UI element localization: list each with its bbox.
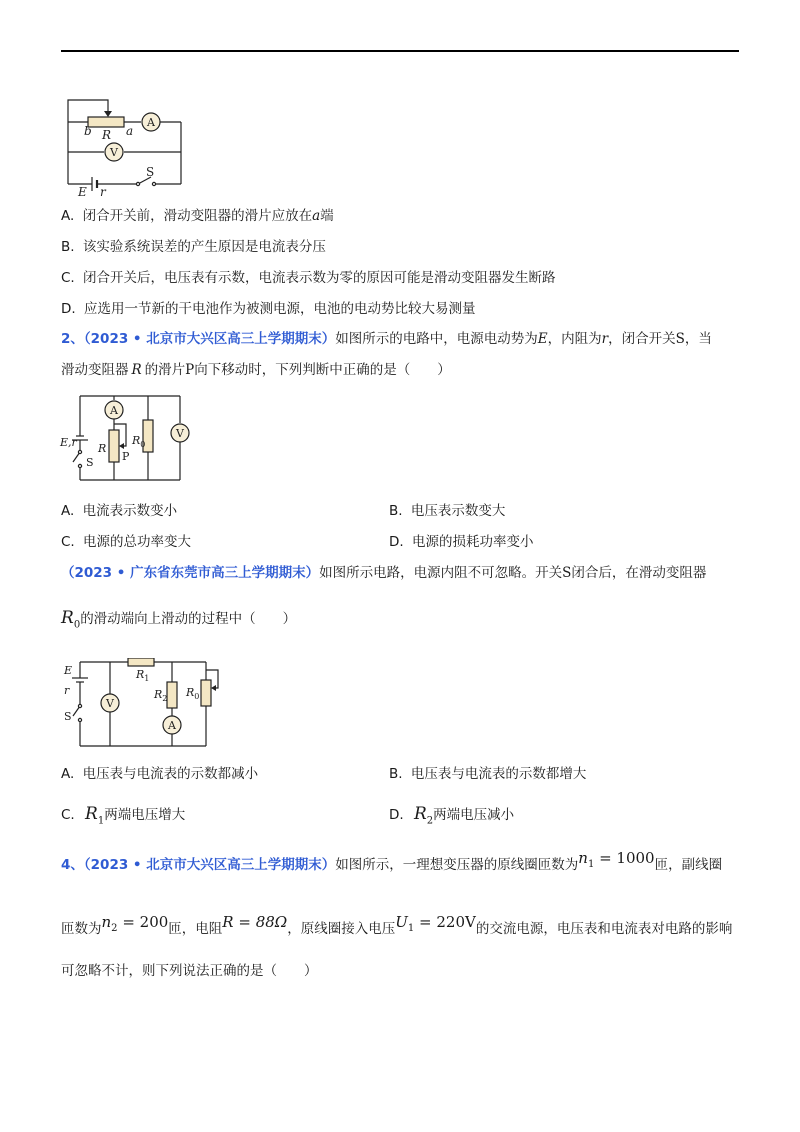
q2-stem-line2 bbox=[61, 360, 451, 380]
fig1-label-b: b bbox=[84, 124, 92, 138]
fig1-voltmeter-V: V bbox=[110, 146, 118, 159]
question-source: （2023 • 广东省东莞市高三上学期期末） bbox=[61, 565, 320, 581]
option-text: 应选用一节新的干电池作为被测电源，电池的电动势比较大易测量 bbox=[83, 301, 476, 317]
q2-stem-line1 bbox=[61, 329, 712, 349]
option-letter: D. bbox=[61, 301, 76, 317]
circuit-figure-2 bbox=[58, 390, 198, 490]
stem-text: 滑动变阻器 bbox=[61, 362, 129, 378]
q1-option-d bbox=[61, 299, 475, 319]
fig2-label-R: R bbox=[98, 442, 107, 455]
fig1-label-E: E bbox=[78, 185, 87, 198]
option-tail: 端 bbox=[320, 208, 334, 224]
option-text: 该实验系统误差的产生原因是电流表分压 bbox=[82, 239, 326, 255]
fig1-ammeter-A: A bbox=[147, 116, 155, 129]
var-R0: $R_0$ bbox=[61, 608, 81, 631]
option-letter: D. bbox=[389, 534, 404, 550]
circuit-figure-1 bbox=[58, 92, 193, 198]
option-text: 电压表与电流表的示数都减小 bbox=[82, 766, 259, 782]
option-text: 两端电压增大 bbox=[104, 807, 186, 823]
stem-text: 如图所示，一理想变压器的原线圈匝数为 bbox=[335, 857, 579, 873]
fig3-label-S: S bbox=[64, 710, 72, 723]
option-letter: A. bbox=[61, 503, 75, 519]
fig2-label-S: S bbox=[86, 456, 94, 469]
option-text: 电压表示数变大 bbox=[410, 503, 506, 519]
option-letter: D. bbox=[389, 807, 404, 823]
q2-option-b bbox=[389, 501, 505, 521]
stem-text: ，内阻为 bbox=[547, 331, 602, 347]
fig3-voltmeter-V: V bbox=[106, 697, 114, 710]
q4-stem-line1 bbox=[61, 849, 723, 881]
fig2-label-P: P bbox=[122, 450, 130, 463]
option-text: 电压表与电流表的示数都增大 bbox=[410, 766, 587, 782]
fig3-label-r: r bbox=[64, 684, 70, 697]
var-S: S bbox=[562, 565, 572, 581]
q3-option-a bbox=[61, 764, 258, 784]
fig1-label-S: S bbox=[146, 165, 155, 179]
q1-option-a bbox=[61, 206, 334, 226]
stem-text: 匝数为 bbox=[61, 921, 102, 937]
q2-option-d bbox=[389, 532, 533, 552]
stem-text: 如图所示电路，电源内阻不可忽略。开关 bbox=[319, 565, 563, 581]
q3-stem-line2 bbox=[61, 608, 296, 635]
fig1-label-a: a bbox=[126, 124, 134, 138]
var-R: R bbox=[131, 362, 142, 378]
circuit-figure-3 bbox=[58, 658, 223, 753]
fig2-label-Er: E,r bbox=[60, 436, 77, 449]
n1-expression: $n_1 = 1000$ bbox=[578, 849, 655, 870]
option-letter: C. bbox=[61, 534, 75, 550]
option-text: 电源的总功率变大 bbox=[83, 534, 192, 550]
stem-text: 的滑片 bbox=[144, 362, 186, 378]
option-text: 闭合开关后，电压表有示数，电流表示数为零的原因可能是滑动变阻器发生断路 bbox=[83, 270, 556, 286]
question-source: （2023 • 北京市大兴区高三上学期期末） bbox=[83, 331, 336, 347]
option-letter: C. bbox=[61, 270, 75, 286]
option-text: 电源的损耗功率变小 bbox=[411, 534, 534, 550]
option-text: 闭合开关前，滑动变阻器的滑片应放在 bbox=[82, 208, 313, 224]
option-symbol: $R_2$ bbox=[413, 804, 434, 827]
option-text: 两端电压减小 bbox=[433, 807, 515, 823]
var-P: P bbox=[185, 362, 195, 378]
option-letter: A. bbox=[61, 208, 75, 224]
fig3-label-E: E bbox=[64, 664, 73, 677]
stem-text: 可忽略不计，则下列说法正确的是（ ） bbox=[61, 963, 318, 979]
stem-text: 的交流电源，电压表和电流表对电路的影响 bbox=[475, 921, 733, 937]
fig3-ammeter-A: A bbox=[168, 719, 176, 732]
stem-text: 向下移动时，下列判断中正确的是（ ） bbox=[194, 362, 451, 378]
option-symbol: $R_1$ bbox=[85, 804, 105, 827]
question-number: 2、 bbox=[61, 331, 84, 347]
stem-text: 闭合后，在滑动变阻器 bbox=[571, 565, 707, 581]
option-letter: B. bbox=[61, 239, 75, 255]
U1-expression: $U_1 = 220V$ bbox=[395, 913, 476, 934]
option-text: 电流表示数变小 bbox=[82, 503, 178, 519]
option-letter: C. bbox=[61, 807, 75, 823]
stem-text: 匝，电阻 bbox=[168, 921, 223, 937]
R-expression: R = 88Ω bbox=[222, 913, 288, 931]
fig1-label-r: r bbox=[100, 185, 106, 198]
fig2-label-R0: $R_0$ bbox=[132, 434, 146, 449]
var-r: r bbox=[601, 331, 609, 347]
fig3-label-R0: $R_0$ bbox=[186, 686, 200, 701]
q3-option-b bbox=[389, 764, 586, 784]
q3-option-c bbox=[61, 804, 185, 831]
fig2-voltmeter-V: V bbox=[176, 427, 184, 440]
q2-option-c bbox=[61, 532, 191, 552]
question-source: （2023 • 北京市大兴区高三上学期期末） bbox=[83, 857, 336, 873]
stem-text: 如图所示的电路中，电源电动势为 bbox=[335, 331, 538, 347]
var-S: S bbox=[675, 331, 685, 347]
fig3-label-R1: $R_1$ bbox=[136, 668, 150, 683]
option-letter: B. bbox=[389, 766, 403, 782]
var-E: E bbox=[537, 331, 548, 347]
n2-expression: $n_2 = 200$ bbox=[101, 913, 169, 934]
stem-text: ，原线圈接入电压 bbox=[287, 921, 396, 937]
q2-option-a bbox=[61, 501, 177, 521]
fig1-label-R: R bbox=[102, 128, 112, 142]
question-number: 4、 bbox=[61, 857, 84, 873]
q3-option-d bbox=[389, 804, 514, 831]
option-letter: B. bbox=[389, 503, 403, 519]
q1-option-b bbox=[61, 237, 326, 257]
option-var: a bbox=[312, 208, 321, 224]
q3-stem-line1 bbox=[61, 563, 706, 583]
fig3-label-R2: $R_2$ bbox=[154, 688, 168, 703]
fig2-ammeter-A: A bbox=[110, 404, 118, 417]
stem-text: ，闭合开关 bbox=[608, 331, 676, 347]
q4-stem-line3 bbox=[61, 961, 318, 981]
q1-option-c bbox=[61, 268, 556, 288]
stem-text: 的滑动端向上滑动的过程中（ ） bbox=[80, 611, 297, 627]
stem-text: 匝，副线圈 bbox=[654, 857, 723, 873]
stem-text: ，当 bbox=[684, 331, 712, 347]
option-letter: A. bbox=[61, 766, 75, 782]
q4-stem-line2 bbox=[61, 913, 733, 945]
header-rule bbox=[61, 50, 739, 52]
